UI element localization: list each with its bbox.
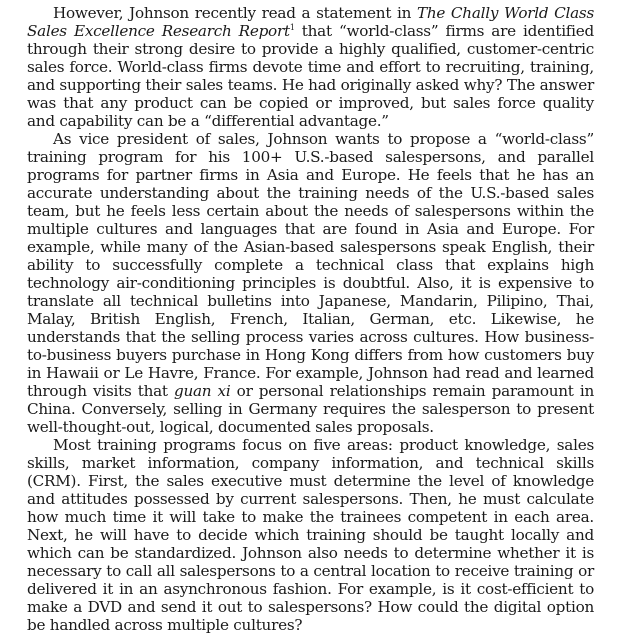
paragraph-3-text: Most training programs focus on five areas: product knowledge, sales skills, market information, company information, and technical skills (CRM). First, the sales executive must determine the level of knowledge and attitudes possessed by current salespersons. Then, he must calculate how much time it will take to make the trainees competent in each area. Next, he will have to decide which training should be taught locally and which can be standardized. Johnson also needs to determine whether it is necessary to call all salespersons to a central location to receive training or delivered it in an asynchronous fashion. For example, is it cost-efficient to make a DVD and send it out to salespersons? How could the digital option be handled across multiple cultures?: [27, 436, 594, 634]
paragraph-3: [27, 436, 594, 634]
report-title: The Chally World Class Sales Excellence Research Report: [27, 4, 594, 40]
paragraph-1-text-b: that “world-class” firms are identified through their strong desire to provide a highly qualified, customer-centric sales force. World-class firms devote time and effort to recruiting, training, and supporting their sales teams. He had originally asked why? The answer was that any product can be copied or improved, but sales force quality and capability can be a “differential advantage.”: [27, 22, 594, 130]
paragraph-1: [27, 4, 594, 130]
footnote-marker: 1: [289, 23, 295, 32]
paragraph-2-text-b: or personal relationships remain paramount in China. Conversely, selling in Germany requires the salesperson to present well-thought-out, logical, documented sales proposals.: [27, 382, 595, 436]
guan-xi-term: guan xi: [173, 382, 231, 400]
paragraph-1-text-a: However, Johnson recently read a statement in: [53, 4, 417, 22]
paragraph-2: [27, 130, 594, 436]
paragraph-2-text-a: As vice president of sales, Johnson wants to propose a “world-class” training program for his 100+ U.S.-based salespersons, and parallel programs for partner firms in Asia and Europe. He feels that he has an accurate understanding about the training needs of the U.S.-based sales team, but he feels less certain about the needs of salespersons within the multiple cultures and languages that are found in Asia and Europe. For example, while many of the Asian-based salespersons speak English, their ability to successfully complete a technical class that explains high technology air-conditioning principles is doubtful. Also, it is expensive to translate all technical bulletins into Japanese, Mandarin, Pilipino, Thai, Malay, British English, French, Italian, German, etc. Likewise, he understands that the selling process varies across cultures. How business-to-business buyers purchase in Hong Kong differs from how customers buy in Hawaii or Le Havre, France. For example, Johnson had read and learned through visits that: [27, 130, 594, 400]
